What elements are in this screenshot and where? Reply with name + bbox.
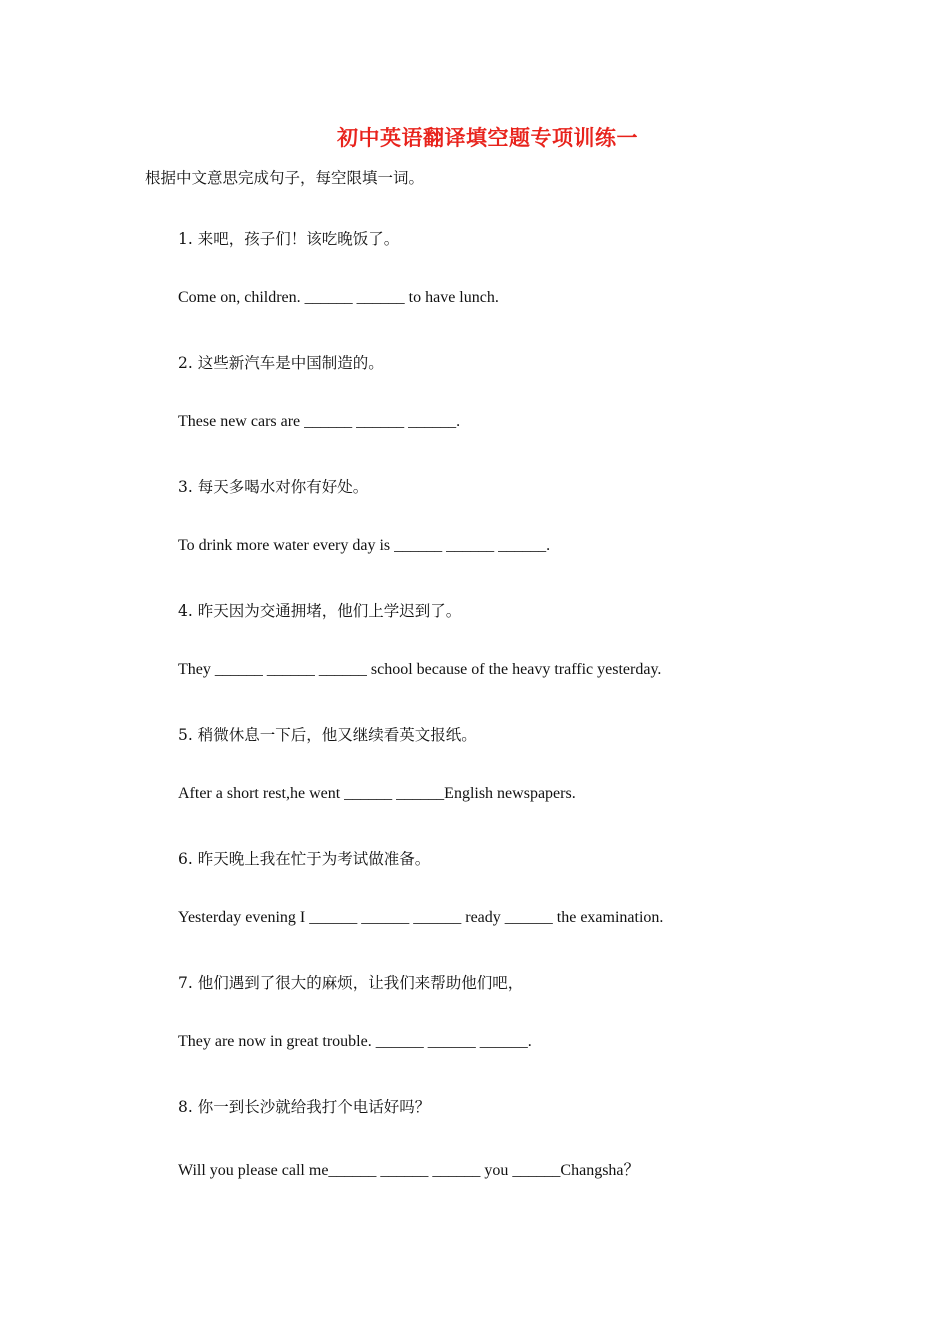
question-7-chinese: 7. 他们遇到了很大的麻烦，让我们来帮助他们吧， (178, 974, 524, 992)
question-6-english: Yesterday evening I ______ ______ ______ ready ______ the examination. (178, 909, 664, 926)
question-8-english: Will you please call me______ ______ ______ you ______Changsha？ (178, 1162, 640, 1179)
question-2-chinese: 2. 这些新汽车是中国制造的。 (178, 354, 384, 372)
question-7-english: They are now in great trouble. ______ ______ ______. (178, 1033, 532, 1050)
question-5-english: After a short rest,he went ______ ______English newspapers. (178, 785, 576, 802)
question-4-english: They ______ ______ ______ school because of the heavy traffic yesterday. (178, 661, 662, 678)
question-1-chinese: 1. 来吧，孩子们！该吃晚饭了。 (178, 230, 400, 248)
question-4-chinese: 4. 昨天因为交通拥堵，他们上学迟到了。 (178, 602, 462, 620)
question-2-english: These new cars are ______ ______ ______. (178, 413, 461, 430)
question-1-english: Come on, children. ______ ______ to have lunch. (178, 289, 499, 306)
question-3-chinese: 3. 每天多喝水对你有好处。 (178, 478, 369, 496)
question-3-english: To drink more water every day is ______ ______ ______. (178, 537, 551, 554)
question-8-chinese: 8. 你一到长沙就给我打个电话好吗？ (178, 1098, 431, 1116)
question-5-chinese: 5. 稍微休息一下后，他又继续看英文报纸。 (178, 726, 477, 744)
instruction-text: 根据中文意思完成句子，每空限填一词。 (145, 169, 425, 187)
document-title: 初中英语翻译填空题专项训练一 (337, 125, 638, 150)
question-6-chinese: 6. 昨天晚上我在忙于为考试做准备。 (178, 850, 431, 868)
